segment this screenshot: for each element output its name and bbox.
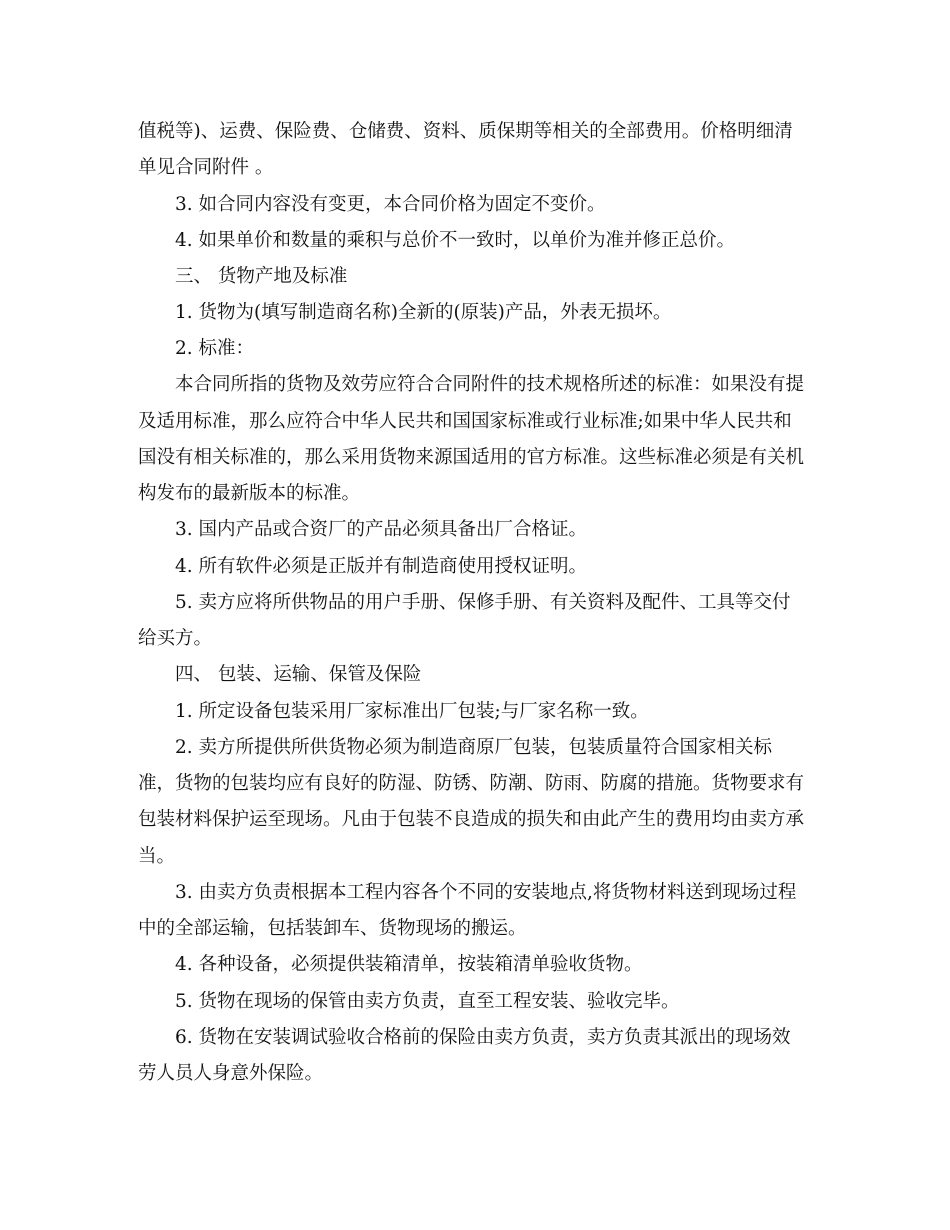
text-line: 1. 所定设备包装采用厂家标准出厂包装;与厂家名称一致。 (175, 701, 649, 722)
text-line: 4. 所有软件必须是正版并有制造商使用授权证明。 (175, 556, 588, 577)
text-line: 3. 由卖方负责根据本工程内容各个不同的安装地点,将货物材料送到现场过程 (175, 882, 797, 903)
text-line: 2. 标准： (175, 338, 255, 359)
text-line: 准，货物的包装均应有良好的防湿、防锈、防潮、防雨、防腐的措施。货物要求有 (138, 773, 805, 794)
text-line: 单见合同附件 。 (138, 157, 274, 178)
text-line: 4. 如果单价和数量的乘积与总价不一致时，以单价为准并修正总价。 (175, 230, 736, 251)
section-heading: 四、 包装、运输、保管及保险 (175, 664, 422, 685)
text-line: 3. 国内产品或合资厂的产品必须具备出厂合格证。 (175, 519, 588, 540)
text-line: 2. 卖方所提供所供货物必须为制造商原厂包装，包装质量符合国家相关标 (175, 737, 773, 758)
text-line: 5. 卖方应将所供物品的用户手册、保修手册、有关资料及配件、工具等交付 (175, 592, 791, 613)
text-line: 及适用标准，那么应符合中华人民共和国国家标准或行业标准;如果中华人民共和 (138, 411, 792, 432)
text-line: 5. 货物在现场的保管由卖方负责，直至工程安装、验收完毕。 (175, 991, 680, 1012)
text-line: 3. 如合同内容没有变更，本合同价格为固定不变价。 (175, 194, 606, 215)
text-line: 劳人员人身意外保险。 (138, 1063, 324, 1084)
text-line: 1. 货物为(填写制造商名称)全新的(原装)产品，外表无损坏。 (175, 302, 672, 323)
text-line: 本合同所指的货物及效劳应符合合同附件的技术规格所述的标准：如果没有提 (175, 374, 805, 395)
text-line: 中的全部运输，包括装卸车、货物现场的搬运。 (138, 918, 527, 939)
text-line: 给买方。 (138, 628, 213, 649)
text-line: 构发布的最新版本的标准。 (138, 483, 361, 504)
text-line: 国没有相关标准的，那么采用货物来源国适用的官方标准。这些标准必须是有关机 (138, 447, 805, 468)
text-line: 值税等)、运费、保险费、仓储费、资料、质保期等相关的全部费用。价格明细清 (138, 121, 793, 142)
section-heading: 三、 货物产地及标准 (175, 266, 348, 287)
text-line: 6. 货物在安装调试验收合格前的保险由卖方负责，卖方负责其派出的现场效 (175, 1027, 791, 1048)
text-line: 4. 各种设备，必须提供装箱清单，按装箱清单验收货物。 (175, 954, 643, 975)
text-line: 当。 (138, 846, 176, 867)
text-line: 包装材料保护运至现场。凡由于包装不良造成的损失和由此产生的费用均由卖方承 (138, 809, 805, 830)
